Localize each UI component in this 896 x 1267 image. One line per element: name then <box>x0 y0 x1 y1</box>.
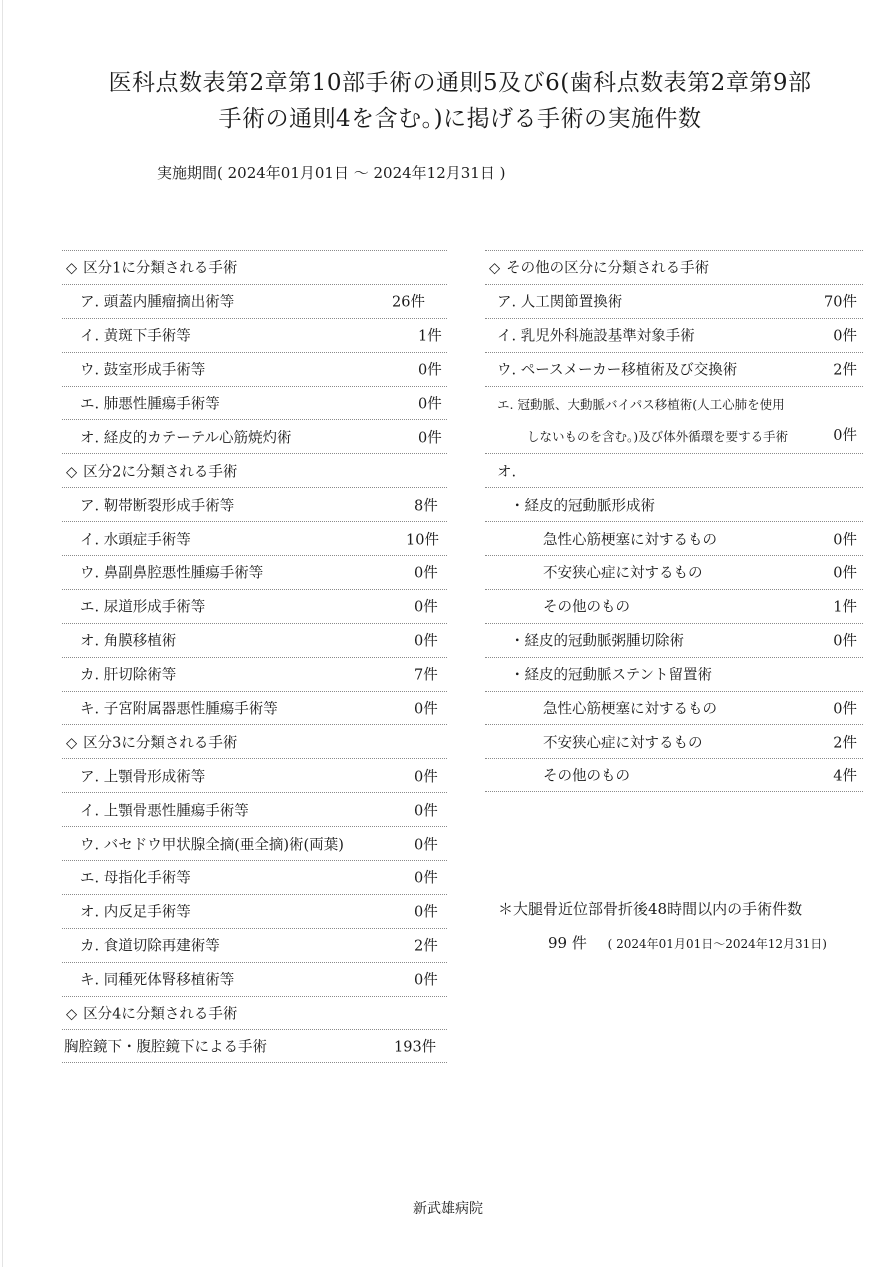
surgery-row <box>62 657 447 691</box>
surgery-row <box>485 521 863 555</box>
surgery-row <box>62 758 447 792</box>
surgery-row <box>62 691 447 725</box>
surgery-row <box>485 318 863 352</box>
surgery-label: ・経皮的冠動脈粥腫切除術 <box>510 633 684 650</box>
surgery-row <box>62 352 447 386</box>
section-header <box>62 453 447 487</box>
section-header <box>485 250 863 284</box>
section-header-label: 区分1に分類される手術 <box>83 260 238 277</box>
surgery-label: ウ. 鼻副鼻腔悪性腫瘍手術等 <box>80 565 264 582</box>
surgery-label: エ. 母指化手術等 <box>80 870 191 887</box>
surgery-label: ・経皮的冠動脈形成術 <box>510 498 655 515</box>
section-header <box>62 996 447 1030</box>
surgery-count: 2件 <box>833 362 857 379</box>
surgery-count: 0件 <box>414 701 438 718</box>
surgery-row <box>62 792 447 826</box>
surgery-row <box>62 826 447 860</box>
surgery-count: 0件 <box>418 362 442 379</box>
surgery-row <box>62 860 447 894</box>
surgery-row <box>485 284 863 318</box>
surgery-label-continued: しないものを含む。)及び体外循環を要する手術 <box>527 428 789 444</box>
surgery-count: 0件 <box>414 870 438 887</box>
hip-fracture-period: ( 2024年01月01日～2024年12月31日) <box>607 937 827 951</box>
surgery-count: 0件 <box>833 565 857 582</box>
surgery-label: その他のもの <box>543 599 630 616</box>
hip-fracture-note: ＊大腿骨近位部骨折後48時間以内の手術件数 <box>498 900 803 918</box>
surgery-count: 0件 <box>414 972 438 989</box>
surgery-label: オ. <box>497 464 517 481</box>
surgery-count: 0件 <box>414 803 438 820</box>
surgery-label: 胸腔鏡下・腹腔鏡下による手術 <box>64 1039 267 1056</box>
surgery-count: 0件 <box>418 430 442 447</box>
diamond-icon: ◇ <box>66 1006 78 1023</box>
page-edge-line <box>2 0 3 1267</box>
surgery-row <box>485 487 863 521</box>
surgery-count: 8件 <box>414 498 438 515</box>
surgery-label: イ. 黄斑下手術等 <box>80 328 191 345</box>
surgery-row <box>62 623 447 657</box>
surgery-label: キ. 子宮附属器悪性腫瘍手術等 <box>80 701 278 718</box>
surgery-label: 急性心筋梗塞に対するもの <box>543 701 717 718</box>
surgery-label: ・経皮的冠動脈ステント留置術 <box>510 667 712 684</box>
surgery-label: 不安狭心症に対するもの <box>543 735 703 752</box>
surgery-label: 不安狭心症に対するもの <box>543 565 703 582</box>
surgery-label: イ. 上顎骨悪性腫瘍手術等 <box>80 803 249 820</box>
section-header-label: 区分2に分類される手術 <box>83 464 238 481</box>
surgery-count: 0件 <box>414 904 438 921</box>
section-header <box>62 250 447 284</box>
surgery-count: 2件 <box>414 938 438 955</box>
surgery-label: オ. 角膜移植術 <box>80 633 177 650</box>
surgery-row <box>62 521 447 555</box>
surgery-count: 0件 <box>833 428 857 445</box>
implementation-period: 実施期間( 2024年01月01日 ～ 2024年12月31日 ) <box>157 164 506 182</box>
hip-fracture-count: 99 件 <box>548 934 587 952</box>
surgery-row <box>62 318 447 352</box>
surgery-row <box>62 928 447 962</box>
surgery-row <box>62 894 447 928</box>
surgery-count: 26件 <box>392 294 425 311</box>
surgery-row <box>485 555 863 589</box>
surgery-count: 0件 <box>414 769 438 786</box>
hospital-name: 新武雄病院 <box>413 1201 483 1217</box>
surgery-row <box>485 623 863 657</box>
surgery-label: カ. 肝切除術等 <box>80 667 177 684</box>
surgery-count: 2件 <box>833 735 857 752</box>
section-header-label: 区分3に分類される手術 <box>83 735 238 752</box>
surgery-label: ア. 靭帯断裂形成手術等 <box>80 498 235 515</box>
surgery-label: ウ. 鼓室形成手術等 <box>80 362 206 379</box>
surgery-row <box>485 758 863 792</box>
surgery-count: 1件 <box>833 599 857 616</box>
surgery-row <box>485 352 863 386</box>
surgery-label: オ. 経皮的カテーテル心筋焼灼術 <box>80 430 292 447</box>
surgery-label: オ. 内反足手術等 <box>80 904 191 921</box>
surgery-count: 1件 <box>418 328 442 345</box>
surgery-row <box>485 724 863 758</box>
right-column <box>485 250 863 792</box>
hip-fracture-count-line <box>548 932 827 953</box>
surgery-label: エ. 肺悪性腫瘍手術等 <box>80 396 220 413</box>
surgery-row <box>485 386 863 454</box>
surgery-count: 10件 <box>406 532 439 549</box>
surgery-count: 0件 <box>414 599 438 616</box>
surgery-row <box>62 284 447 318</box>
surgery-count: 4件 <box>833 768 857 785</box>
section-header <box>62 724 447 758</box>
surgery-count: 0件 <box>833 328 857 345</box>
surgery-count: 70件 <box>824 294 857 311</box>
surgery-row <box>485 691 863 725</box>
left-column <box>62 250 447 1063</box>
surgery-label: ウ. ペースメーカー移植術及び交換術 <box>497 362 738 379</box>
diamond-icon: ◇ <box>66 464 78 481</box>
surgery-label: イ. 水頭症手術等 <box>80 532 191 549</box>
diamond-icon: ◇ <box>489 260 501 277</box>
surgery-row <box>485 589 863 623</box>
surgery-label: エ. 尿道形成手術等 <box>80 599 206 616</box>
surgery-row <box>62 419 447 453</box>
surgery-label: ア. 上顎骨形成術等 <box>80 769 206 786</box>
surgery-count: 0件 <box>418 396 442 413</box>
surgery-row <box>62 1029 447 1063</box>
page-title-line2: 手術の通則4を含む。)に掲げる手術の実施件数 <box>218 106 702 132</box>
surgery-count: 0件 <box>414 633 438 650</box>
surgery-label: その他のもの <box>543 768 630 785</box>
surgery-row <box>485 657 863 691</box>
section-header-label: その他の区分に分類される手術 <box>506 260 710 277</box>
surgery-count: 0件 <box>833 633 857 650</box>
diamond-icon: ◇ <box>66 735 78 752</box>
diamond-icon: ◇ <box>66 260 78 277</box>
surgery-count: 0件 <box>414 565 438 582</box>
surgery-row <box>62 386 447 420</box>
surgery-label: キ. 同種死体腎移植術等 <box>80 972 235 989</box>
surgery-row <box>485 453 863 487</box>
page-title-line1: 医科点数表第2章第10部手術の通則5及び6(歯科点数表第2章第9部 <box>108 70 812 96</box>
surgery-label: ウ. バセドウ甲状腺全摘(亜全摘)術(両葉) <box>80 837 344 854</box>
surgery-label: 急性心筋梗塞に対するもの <box>543 532 717 549</box>
surgery-row <box>62 487 447 521</box>
surgery-label: ア. 頭蓋内腫瘤摘出術等 <box>80 294 235 311</box>
surgery-label: カ. 食道切除再建術等 <box>80 938 220 955</box>
surgery-count: 0件 <box>833 701 857 718</box>
surgery-row <box>62 589 447 623</box>
surgery-count: 0件 <box>833 532 857 549</box>
section-header-label: 区分4に分類される手術 <box>83 1006 238 1023</box>
surgery-label: ア. 人工関節置換術 <box>497 294 623 311</box>
surgery-label: エ. 冠動脈、大動脈バイパス移植術(人工心肺を使用 <box>497 396 785 412</box>
surgery-row <box>62 555 447 589</box>
surgery-row <box>62 962 447 996</box>
surgery-count: 7件 <box>414 667 438 684</box>
surgery-count: 193件 <box>394 1039 437 1056</box>
surgery-label: イ. 乳児外科施設基準対象手術 <box>497 328 695 345</box>
surgery-count: 0件 <box>414 837 438 854</box>
